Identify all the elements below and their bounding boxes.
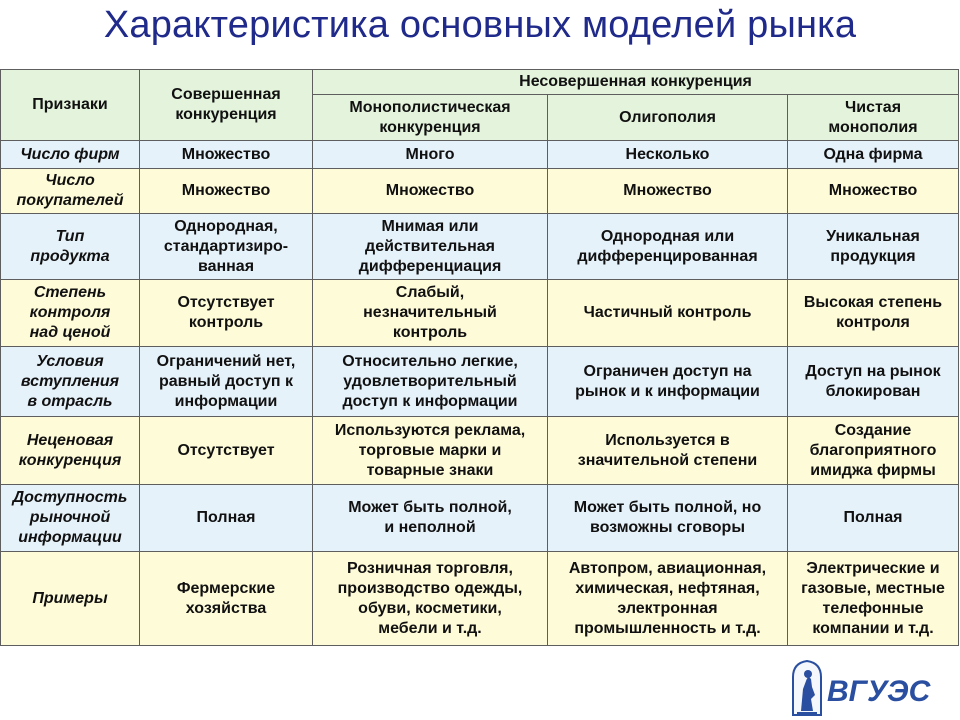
market-models-table [0, 69, 959, 646]
row-label: Число фирм [1, 141, 140, 169]
table-row [1, 141, 959, 169]
cell-monopolistic: Слабый, незначительный контроль [313, 280, 548, 347]
cell-pure-monopoly: Электрические и газовые, местные телефонные компании и т.д. [788, 552, 959, 646]
cell-perfect: Множество [140, 141, 313, 169]
row-label: Тип продукта [1, 214, 140, 280]
cell-perfect: Отсутствует контроль [140, 280, 313, 347]
header-perfect-competition: Совершенная конкуренция [140, 70, 313, 141]
cell-pure-monopoly: Одна фирма [788, 141, 959, 169]
row-label: Доступность рыночной информации [1, 485, 140, 552]
header-imperfect-competition: Несовершенная конкуренция [313, 70, 959, 95]
logo-text: ВГУЭС [827, 675, 931, 708]
cell-monopolistic: Розничная торговля, производство одежды, обуви, косметики, мебели и т.д. [313, 552, 548, 646]
cell-oligopoly: Используется в значительной степени [548, 417, 788, 485]
vguec-logo [787, 659, 937, 717]
cell-pure-monopoly: Уникальная продукция [788, 214, 959, 280]
cell-oligopoly: Частичный контроль [548, 280, 788, 347]
row-label: Число покупателей [1, 169, 140, 214]
cell-perfect: Полная [140, 485, 313, 552]
cell-perfect: Отсутствует [140, 417, 313, 485]
cell-oligopoly: Ограничен доступ на рынок и к информации [548, 347, 788, 417]
header-oligopoly: Олигополия [548, 95, 788, 141]
cell-pure-monopoly: Высокая степень контроля [788, 280, 959, 347]
row-label: Неценовая конкуренция [1, 417, 140, 485]
table-row [1, 214, 959, 280]
table-row [1, 169, 959, 214]
page-title: Характеристика основных моделей рынка [103, 4, 857, 46]
cell-monopolistic: Используются реклама, торговые марки и товарные знаки [313, 417, 548, 485]
cell-monopolistic: Относительно легкие, удовлетворительный доступ к информации [313, 347, 548, 417]
cell-monopolistic: Может быть полной, и неполной [313, 485, 548, 552]
cell-monopolistic: Мнимая или действительная дифференциация [313, 214, 548, 280]
cell-perfect: Множество [140, 169, 313, 214]
cell-pure-monopoly: Множество [788, 169, 959, 214]
header-criteria: Признаки [1, 70, 140, 141]
cell-oligopoly: Автопром, авиационная, химическая, нефтяная, электронная промышленность и т.д. [548, 552, 788, 646]
table-row [1, 485, 959, 552]
cell-pure-monopoly: Доступ на рынок блокирован [788, 347, 959, 417]
header-monopolistic-competition: Монополистическая конкуренция [313, 95, 548, 141]
cell-pure-monopoly: Создание благоприятного имиджа фирмы [788, 417, 959, 485]
row-label: Примеры [1, 552, 140, 646]
cell-oligopoly: Однородная или дифференцированная [548, 214, 788, 280]
table-row [1, 280, 959, 347]
cell-perfect: Ограничений нет, равный доступ к информации [140, 347, 313, 417]
row-label: Условия вступления в отрасль [1, 347, 140, 417]
logo-emblem-icon [793, 661, 821, 715]
cell-perfect: Фермерские хозяйства [140, 552, 313, 646]
table-row [1, 347, 959, 417]
cell-monopolistic: Множество [313, 169, 548, 214]
cell-monopolistic: Много [313, 141, 548, 169]
cell-perfect: Однородная, стандартизиро- ванная [140, 214, 313, 280]
table-row [1, 417, 959, 485]
row-label: Степень контроля над ценой [1, 280, 140, 347]
cell-oligopoly: Несколько [548, 141, 788, 169]
cell-oligopoly: Может быть полной, но возможны сговоры [548, 485, 788, 552]
cell-oligopoly: Множество [548, 169, 788, 214]
table-row [1, 552, 959, 646]
cell-pure-monopoly: Полная [788, 485, 959, 552]
header-pure-monopoly: Чистая монополия [788, 95, 959, 141]
